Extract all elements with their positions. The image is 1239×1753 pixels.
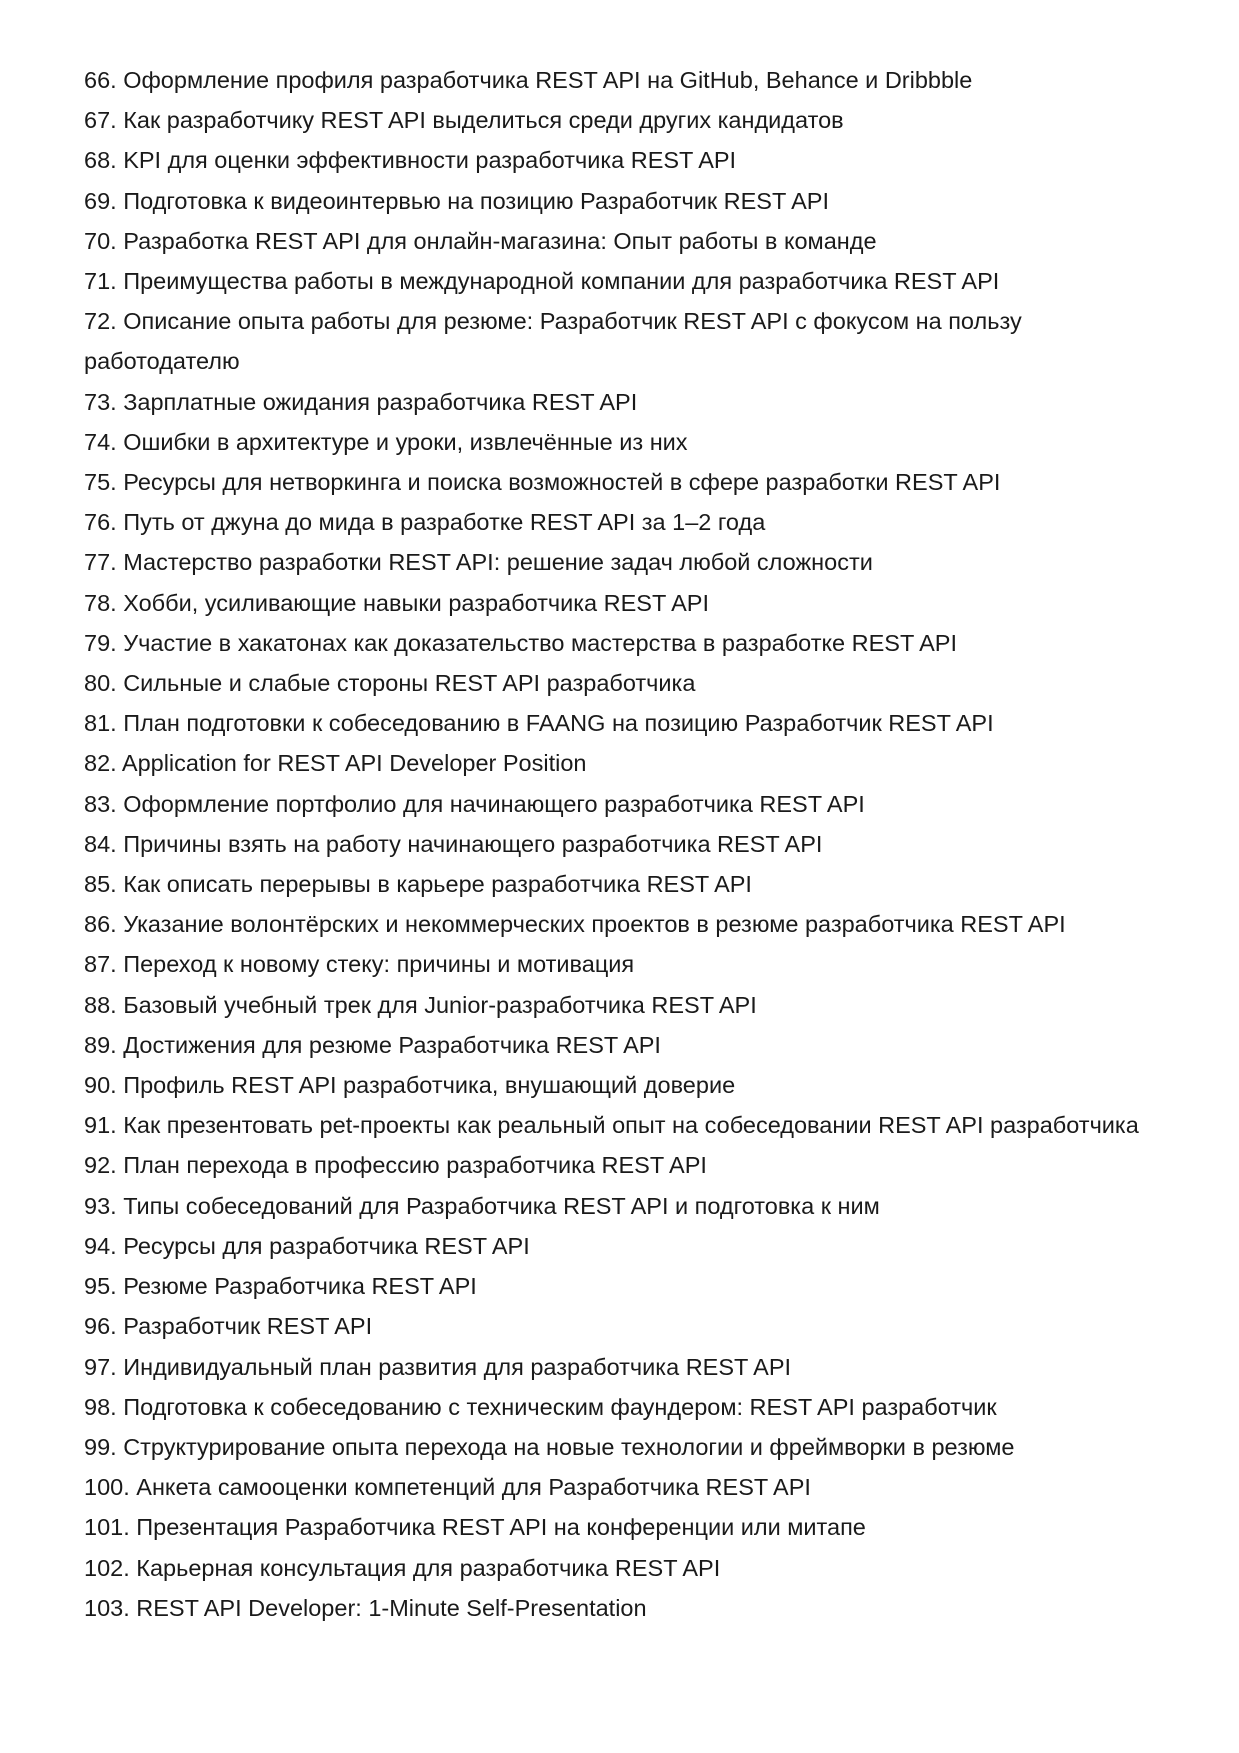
list-item: 98. Подготовка к собеседованию с техническим фаундером: REST API разработчик [84,1393,997,1420]
list-item: 102. Карьерная консультация для разработчика REST API [84,1554,721,1581]
list-item: 92. План перехода в профессию разработчика REST API [84,1152,707,1179]
list-item: 73. Зарплатные ожидания разработчика REST API [84,388,638,415]
list-item: 94. Ресурсы для разработчика REST API [84,1232,530,1259]
list-item: 72. Описание опыта работы для резюме: Разработчик REST API с фокусом на пользу работодателю [84,308,1022,375]
list-item: 84. Причины взять на работу начинающего разработчика REST API [84,830,823,857]
list-item: 77. Мастерство разработки REST API: решение задач любой сложности [84,549,873,576]
list-item: 76. Путь от джуна до мида в разработке REST API за 1–2 года [84,509,766,536]
list-item: 99. Структурирование опыта перехода на новые технологии и фреймворки в резюме [84,1433,1015,1460]
list-item: 67. Как разработчику REST API выделиться среди других кандидатов [84,107,844,134]
list-item: 85. Как описать перерывы в карьере разработчика REST API [84,871,752,898]
list-item: 103. REST API Developer: 1-Minute Self-Presentation [84,1594,647,1621]
list-item: 80. Сильные и слабые стороны REST API разработчика [84,670,696,697]
list-item: 87. Переход к новому стеку: причины и мотивация [84,951,635,978]
list-item: 66. Оформление профиля разработчика REST API на GitHub, Behance и Dribbble [84,67,973,93]
list-item: 89. Достижения для резюме Разработчика REST API [84,1031,661,1058]
list-item: 74. Ошибки в архитектуре и уроки, извлечённые из них [84,428,688,455]
list-item: 95. Резюме Разработчика REST API [84,1273,477,1300]
list-item: 88. Базовый учебный трек для Junior-разработчика REST API [84,991,757,1018]
list-item: 69. Подготовка к видеоинтервью на позицию Разработчик REST API [84,187,829,214]
topic-list [84,60,1164,1628]
list-item: 81. План подготовки к собеседованию в FAANG на позицию Разработчик REST API [84,710,994,737]
list-item: 86. Указание волонтёрских и некоммерческих проектов в резюме разработчика REST API [84,911,1066,938]
list-item: 100. Анкета самооценки компетенций для Разработчика REST API [84,1474,811,1501]
list-item: 83. Оформление портфолио для начинающего разработчика REST API [84,790,865,817]
list-item: 79. Участие в хакатонах как доказательство мастерства в разработке REST API [84,629,957,656]
list-item: 68. KPI для оценки эффективности разработчика REST API [84,147,737,174]
list-item: 78. Хобби, усиливающие навыки разработчика REST API [84,589,710,616]
list-item: 96. Разработчик REST API [84,1313,373,1340]
list-item: 90. Профиль REST API разработчика, внушающий доверие [84,1072,736,1099]
document-page [84,60,1164,1628]
list-item: 71. Преимущества работы в международной компании для разработчика REST API [84,268,1000,295]
list-item: 97. Индивидуальный план развития для разработчика REST API [84,1353,792,1380]
list-item: 91. Как презентовать pet-проекты как реальный опыт на собеседовании REST API разработчика [84,1112,1139,1139]
list-item: 93. Типы собеседований для Разработчика REST API и подготовка к ним [84,1192,880,1219]
list-item: 75. Ресурсы для нетворкинга и поиска возможностей в сфере разработки REST API [84,469,1001,496]
list-item: 82. Application for REST API Developer Position [84,750,587,777]
list-item: 101. Презентация Разработчика REST API на конференции или митапе [84,1514,866,1541]
list-item: 70. Разработка REST API для онлайн-магазина: Опыт работы в команде [84,227,877,254]
